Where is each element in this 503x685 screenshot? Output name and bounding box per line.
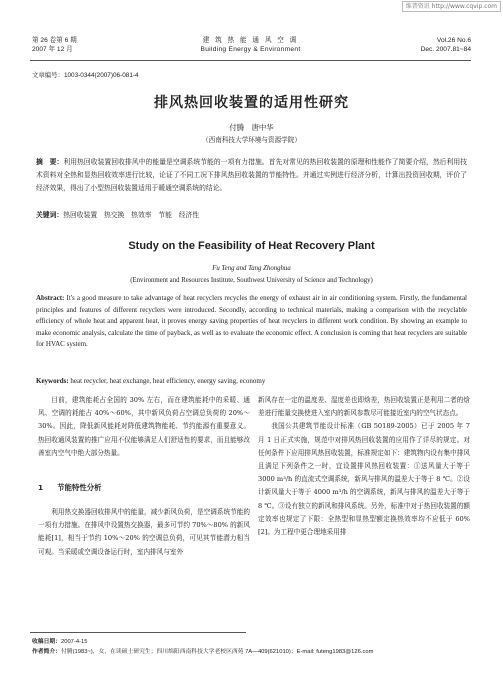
watermark: 维普资讯 http://www.cqvip.com — [402, 1, 501, 12]
header-rule — [30, 60, 471, 61]
received-label: 收稿日期： — [32, 639, 61, 645]
title-cn: 排风热回收装置的适用性研究 — [154, 95, 349, 111]
header-right — [421, 36, 471, 54]
journal-name-cn: 建 筑 热 能 通 风 空 调 — [202, 37, 299, 44]
journal-name-en: Building Energy & Environment — [200, 46, 301, 53]
body-paragraph: 新风存在一定的温度差、湿度差也即焓差，热回收装置正是利用二者的焓差进行能量交换使进入室内的新风参数尽可能接近室内的空气状态点。 — [258, 396, 470, 418]
journal-header — [30, 36, 471, 58]
body-left-column — [38, 394, 250, 460]
keywords-cn-label: 关键词： — [36, 211, 64, 219]
body-paragraph: 目前，建筑能耗占全国的 30% 左右，而在建筑能耗中的采暖、通风、空调的耗能占 40%～60%，其中新风负荷占空调总负荷的 20%～30%。因此，降低新风能耗对降低建筑物能耗、节约能源有重要意义。热回收通风装置的推广应用不仅能够满足人们舒适性的要求，而且能够改善室内空气中绝大部分热量。 — [38, 396, 250, 457]
title-en: Study on the Feasibility of Heat Recovery Plant — [128, 240, 375, 252]
received-date: 2007-4-15 — [61, 639, 88, 645]
keywords-en — [36, 377, 265, 385]
authors-cn: 付腾 唐中华 — [229, 123, 274, 132]
body-paragraph: 利用热交换器回收排风中的能量，减少新风负荷，是空调系统节能的一项有力措施。在排风中设置热交换器，最多可节约 70%～80% 的新风能耗[1]，相当于节约 10%～20% 的空调总负荷，可见其节能潜力相当可观。当采暖或空调设备运行时，室内排风与室外 — [38, 508, 250, 556]
author-bio-label: 作者简介： — [32, 649, 61, 655]
keywords-en-text: heat recycler, heat exchange, heat efficiency, energy saving, economy — [68, 377, 266, 385]
body-paragraph: 我国公共建筑节能设计标准（GB 50189-2005）已于 2005 年 7 月 1 日正式实施，规范中对排风热回收装置的应用作了详尽的规定。对任何条件下应用排风热回收装置，标准规定如下：建筑物内设有集中排风且满足下列条件之一时，宜设置排风热回收装置：①送风量大于等于 3000 m³/h 的直流式空调系统，新风与排风的温差大于等于 8 ℃。②设计新风量大于等于 4000 m³/h 的空调系统，新风与排风的温差大于等于 8 ℃。③设有独立的新风和排风系统。另外，标准中对于热回收装置的额定效率也规定了下限：全热型和显热型额定换热效率均不应低于 60%[2]。为工程中更合理地采用排 — [258, 422, 470, 537]
abstract-en-text: It's a good measure to take advantage of heat recyclers recycles the energy of exhaust air in air conditioning system. Firstly, the fundamental principles and features of different recyclers were introduced. Secondly, according to technical materials, making a comparison with the recyclable efficiency of whole heat and apparent heat, it proves energy saving properties of heat recyclers in different work condition. By showing an example to make economic analysis, calculate the time of payback, as well as to evaluate the economic effect. A conclusion is coming that heat recyclers are suitable for HVAC system. — [36, 294, 467, 349]
affiliation-cn: （西南科技大学环境与资源学院） — [202, 136, 301, 144]
footnote — [32, 637, 373, 657]
volume-en: Vol.26 No.6 — [436, 37, 471, 44]
author-bio: 付腾(1983~)，女，在读硕士研究生；四川绵阳西南科技大学老校区西苑 7A—409(621010)；E-mail: futeng1983@126.com — [61, 649, 374, 655]
affiliation-en: (Environment and Resources Institute, Southwest University of Science and Technology) — [130, 277, 373, 284]
authors-en: Fu Teng and Tang Zhonghua — [212, 265, 291, 272]
abstract-cn-text: 利用热回收装置回收排风中的能量是空调系统节能的一项有力措施。首先对常见的热回收装置的原理和性能作了简要介绍，然后利用技术资料对全热和显热回收效率进行比较，论证了不同工况下排风热回收装置的节能特性。并通过实例进行经济分析，计算出投资回收期，评价了经济效果，得出了小型热回收装置适用于暖通空调系统的结论。 — [36, 158, 468, 192]
abstract-cn — [36, 156, 467, 194]
keywords-cn-text: 热回收装置 热交换 热效率 节能 经济性 — [63, 211, 200, 219]
section-number: 1 — [38, 483, 44, 492]
header-center — [30, 36, 471, 54]
body-right-column — [258, 394, 470, 539]
keywords-en-label: Keywords: — [36, 377, 69, 385]
abstract-en-label: Abstract: — [36, 294, 65, 302]
keywords-cn — [36, 209, 199, 219]
article-id: 文章编号：1003-0344(2007)06-081-4 — [32, 72, 139, 79]
section-title: 节能特性分析 — [57, 483, 102, 492]
date-cn: 2007 年 12 月 — [32, 46, 73, 53]
footnote-rule — [30, 632, 246, 633]
volume-cn: 第 26 卷第 6 期 — [32, 37, 77, 44]
body-left-column-continued — [38, 506, 250, 559]
abstract-cn-label: 摘 要： — [36, 158, 64, 166]
section-heading — [38, 482, 102, 493]
abstract-en — [36, 293, 467, 351]
pages-en: Dec. 2007.81~84 — [420, 46, 471, 53]
